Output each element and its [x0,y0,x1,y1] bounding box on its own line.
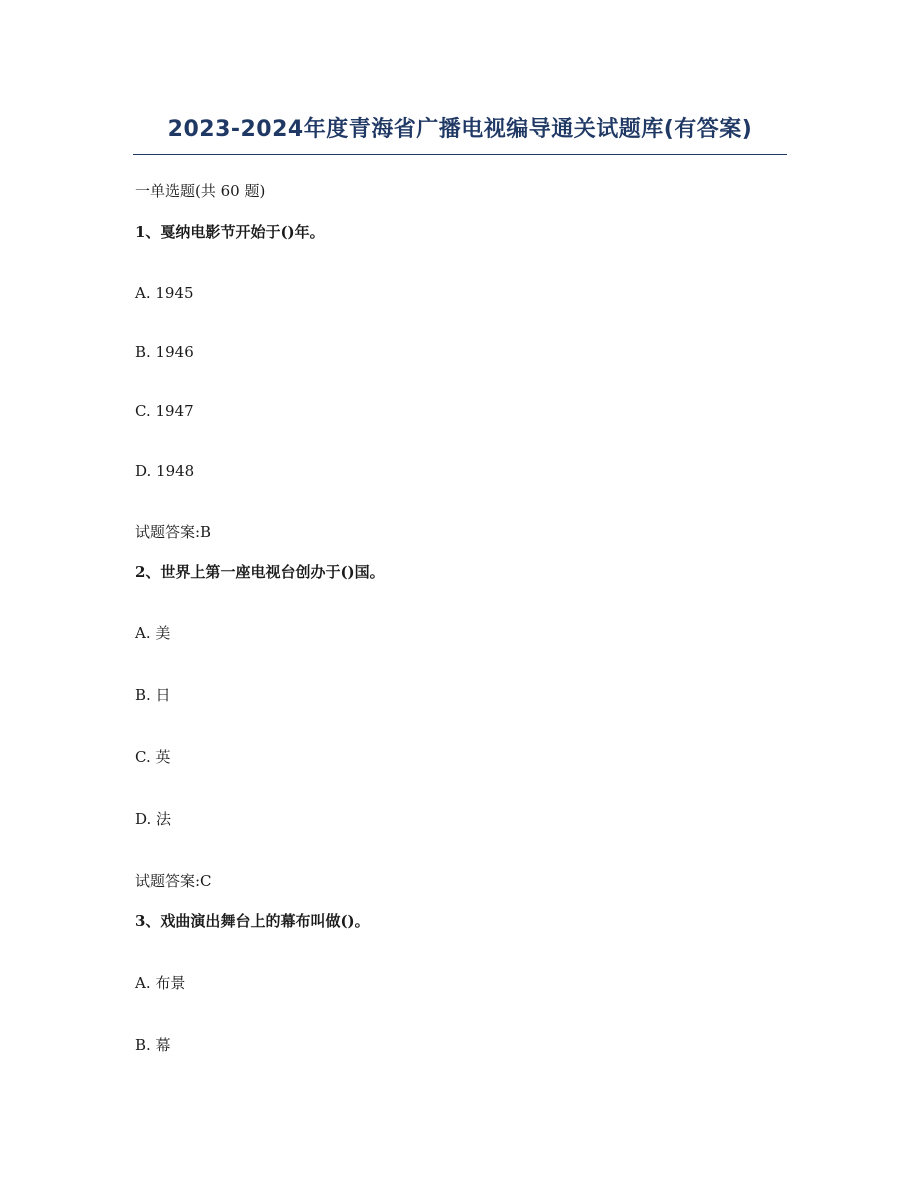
option-a: A. 美 [135,624,171,642]
option-b: B. 日 [135,686,171,704]
option-a: A. 布景 [135,974,186,992]
option-d: D. 1948 [135,462,195,480]
section-heading: 一单选题(共 60 题) [135,182,266,200]
option-b: B. 幕 [135,1036,171,1054]
question-stem: 1、戛纳电影节开始于()年。 [135,223,325,241]
option-c: C. 1947 [135,402,194,420]
option-a: A. 1945 [135,284,194,302]
title-underline [133,154,787,155]
answer-line: 试题答案:B [135,523,212,541]
option-c: C. 英 [135,748,171,766]
document-title: 2023-2024年度青海省广播电视编导通关试题库(有答案) [167,117,753,142]
option-b: B. 1946 [135,343,194,361]
answer-line: 试题答案:C [135,872,212,890]
option-d: D. 法 [135,810,172,828]
question-stem: 2、世界上第一座电视台创办于()国。 [135,563,385,581]
question-stem: 3、戏曲演出舞台上的幕布叫做()。 [135,912,370,930]
